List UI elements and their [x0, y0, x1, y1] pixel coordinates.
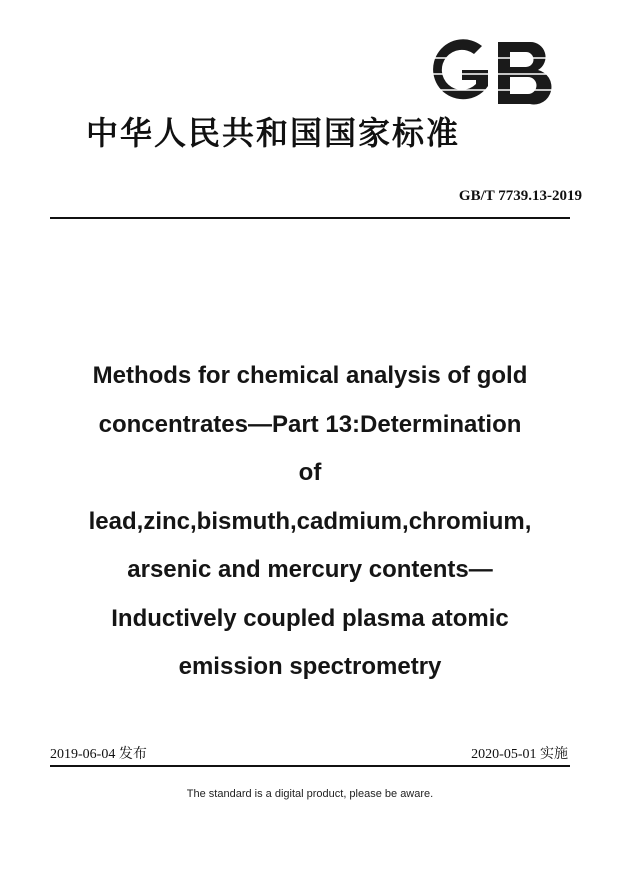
digital-product-notice: The standard is a digital product, please be aware. [186, 788, 434, 800]
title-line: of [298, 459, 322, 486]
title-line: lead,zinc,bismuth,cadmium,chromium, [88, 507, 532, 535]
title-line: concentrates—Part 13:Determination [98, 410, 522, 438]
document-title [40, 352, 580, 692]
issue-date: 2019-06-04 发布 [50, 747, 147, 762]
title-line: Inductively coupled plasma atomic [111, 604, 509, 632]
title-line: arsenic and mercury contents— [127, 556, 493, 583]
implementation-date: 2020-05-01 实施 [471, 747, 568, 762]
title-line: emission spectrometry [178, 653, 442, 680]
header-divider [50, 217, 570, 219]
footer-divider [50, 765, 570, 767]
gb-logo [426, 36, 558, 112]
title-line: Methods for chemical analysis of gold [92, 362, 528, 389]
standard-category-title: 中华人民共和国国家标准 [86, 114, 461, 152]
standard-number: GB/T 7739.13-2019 [458, 188, 582, 204]
